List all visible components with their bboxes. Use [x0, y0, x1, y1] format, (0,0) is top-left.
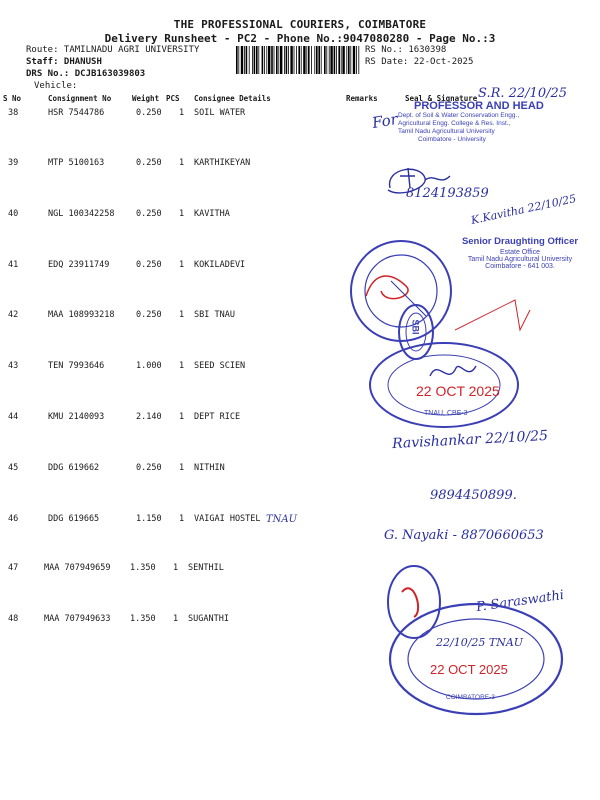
- row-weight: 0.250: [136, 158, 162, 168]
- date-handwriting-row48: 22/10/25 TNAU: [436, 636, 524, 649]
- signature-row48: P. Saraswathi: [475, 587, 565, 616]
- signature-row45: Ravishankar 22/10/25: [391, 427, 549, 453]
- row-sno: 40: [8, 209, 19, 219]
- row-pcs: 1: [173, 614, 179, 624]
- professor-stamp-title: PROFESSOR AND HEAD: [414, 100, 544, 112]
- row-consignee: SOIL WATER: [194, 108, 246, 118]
- date-stamp-row43: 22 OCT 2025: [416, 383, 500, 399]
- coimbatore-label: COIMBATORE-3: [446, 694, 495, 701]
- signature-row38: S.R. 22/10/25: [478, 86, 568, 101]
- signature-row40: K.Kavitha 22/10/25: [469, 191, 578, 228]
- row-pcs: 1: [179, 412, 185, 422]
- drs-label: DRS No.: DCJB163039803: [26, 69, 146, 79]
- draughting-line2: Tamil Nadu Agricultural University: [467, 256, 573, 263]
- row-sno: 46: [8, 514, 19, 524]
- row-weight: 1.350: [130, 614, 156, 624]
- col-consignment: Consignment No: [48, 94, 112, 103]
- barcode: [236, 46, 360, 74]
- row-pcs: 1: [179, 209, 185, 219]
- col-sno: S No: [3, 94, 22, 103]
- row-consignee: NITHIN: [194, 463, 225, 473]
- row-pcs: 1: [179, 108, 185, 118]
- date-stamp-row48: 22 OCT 2025: [430, 662, 508, 677]
- col-weight: Weight: [132, 94, 160, 103]
- row-sno: 38: [8, 108, 19, 118]
- row-consignee: DEPT RICE: [194, 412, 241, 422]
- row-consignment: DDG 619662: [48, 463, 100, 473]
- row-consignment: MAA 707949659: [44, 563, 111, 573]
- col-consignee: Consignee Details: [194, 94, 271, 103]
- runsheet-subtitle: Delivery Runsheet - PC2 - Phone No.:9047080280 - Page No.:3: [104, 32, 496, 45]
- rs-number: RS No.: 1630398: [365, 45, 447, 55]
- row-weight: 0.250: [136, 310, 162, 320]
- row-consignment: MAA 707949633: [44, 614, 111, 624]
- row-consignee: KAVITHA: [194, 209, 230, 219]
- institute-round-stamp: [346, 236, 456, 346]
- vehicle-label: Vehicle:: [34, 81, 78, 91]
- professor-stamp-line4: Coimbatore - University: [418, 136, 486, 143]
- row-sno: 44: [8, 412, 19, 422]
- professor-stamp-line3: Tamil Nadu Agricultural University: [398, 128, 495, 135]
- signature-row46: G. Nayaki - 8870660653: [384, 528, 544, 543]
- row-consignment: MTP 5100163: [48, 158, 105, 168]
- row-consignment: NGL 100342258: [48, 209, 115, 219]
- row-consignee: KOKILADEVI: [194, 260, 246, 270]
- row-weight: 1.150: [136, 514, 162, 524]
- sbi-code: SBI: [410, 319, 421, 335]
- row-pcs: 1: [179, 158, 185, 168]
- row-consignment: KMU 2140093: [48, 412, 105, 422]
- row-weight: 0.250: [136, 463, 162, 473]
- red-pen-mark: [455, 290, 535, 340]
- col-pcs: PCS: [166, 94, 180, 103]
- row-weight: 2.140: [136, 412, 162, 422]
- row-pcs: 1: [179, 310, 185, 320]
- row-weight: 0.250: [136, 260, 162, 270]
- row-sno: 48: [8, 614, 19, 624]
- tnau-handwriting: TNAU: [266, 514, 298, 525]
- draughting-line1: Estate Office: [500, 249, 540, 256]
- row-consignee: SENTHIL: [188, 563, 224, 573]
- staff-label: Staff: DHANUSH: [26, 57, 102, 67]
- row-pcs: 1: [173, 563, 179, 573]
- engg-round-stamp-partial: [384, 562, 444, 642]
- row-weight: 1.350: [130, 563, 156, 573]
- signature-row43-scribble: [428, 356, 478, 386]
- row-consignee: SBI TNAU: [194, 310, 235, 320]
- row-sno: 41: [8, 260, 19, 270]
- draughting-officer-stamp: [450, 236, 590, 270]
- row-sno: 42: [8, 310, 19, 320]
- row-weight: 1.000: [136, 361, 162, 371]
- professor-stamp-line2: Agricultural Engg. College & Res. Inst.,: [398, 120, 511, 127]
- row-pcs: 1: [179, 463, 185, 473]
- draughting-line3: Coimbatore - 641 003.: [485, 263, 555, 270]
- row-pcs: 1: [179, 514, 185, 524]
- phone-row39: 8124193859: [406, 186, 489, 201]
- row-consignment: HSR 7544786: [48, 108, 105, 118]
- phone-row45: 9894450899.: [430, 488, 517, 503]
- for-handwriting: For: [370, 109, 400, 133]
- row-consignee: SUGANTHI: [188, 614, 229, 624]
- row-sno: 45: [8, 463, 19, 473]
- row-consignment: TEN 7993646: [48, 361, 105, 371]
- row-sno: 47: [8, 563, 19, 573]
- row-sno: 39: [8, 158, 19, 168]
- route-label: Route: TAMILNADU AGRI UNIVERSITY: [26, 45, 200, 55]
- tnau-cbe-label: TNAU, CBE-3: [424, 410, 468, 417]
- col-remarks: Remarks: [346, 94, 378, 103]
- row-consignee: KARTHIKEYAN: [194, 158, 251, 168]
- row-sno: 43: [8, 361, 19, 371]
- row-consignment: EDQ 23911749: [48, 260, 110, 270]
- col-seal-signature: Seal & Signature: [405, 94, 478, 103]
- row-consignment: DDG 619665: [48, 514, 100, 524]
- row-consignment: MAA 108993218: [48, 310, 115, 320]
- company-title: THE PROFESSIONAL COURIERS, COIMBATORE: [173, 18, 427, 31]
- professor-stamp: [398, 100, 558, 144]
- row-pcs: 1: [179, 260, 185, 270]
- row-weight: 0.250: [136, 209, 162, 219]
- row-weight: 0.250: [136, 108, 162, 118]
- professor-stamp-line1: Dept. of Soil & Water Conservation Engg.,: [398, 112, 520, 119]
- rs-date: RS Date: 22-Oct-2025: [365, 57, 474, 67]
- draughting-title: Senior Draughting Officer: [461, 236, 579, 247]
- row-consignee: SEED SCIEN: [194, 361, 246, 371]
- row-pcs: 1: [179, 361, 185, 371]
- row-consignee: VAIGAI HOSTEL: [194, 514, 261, 524]
